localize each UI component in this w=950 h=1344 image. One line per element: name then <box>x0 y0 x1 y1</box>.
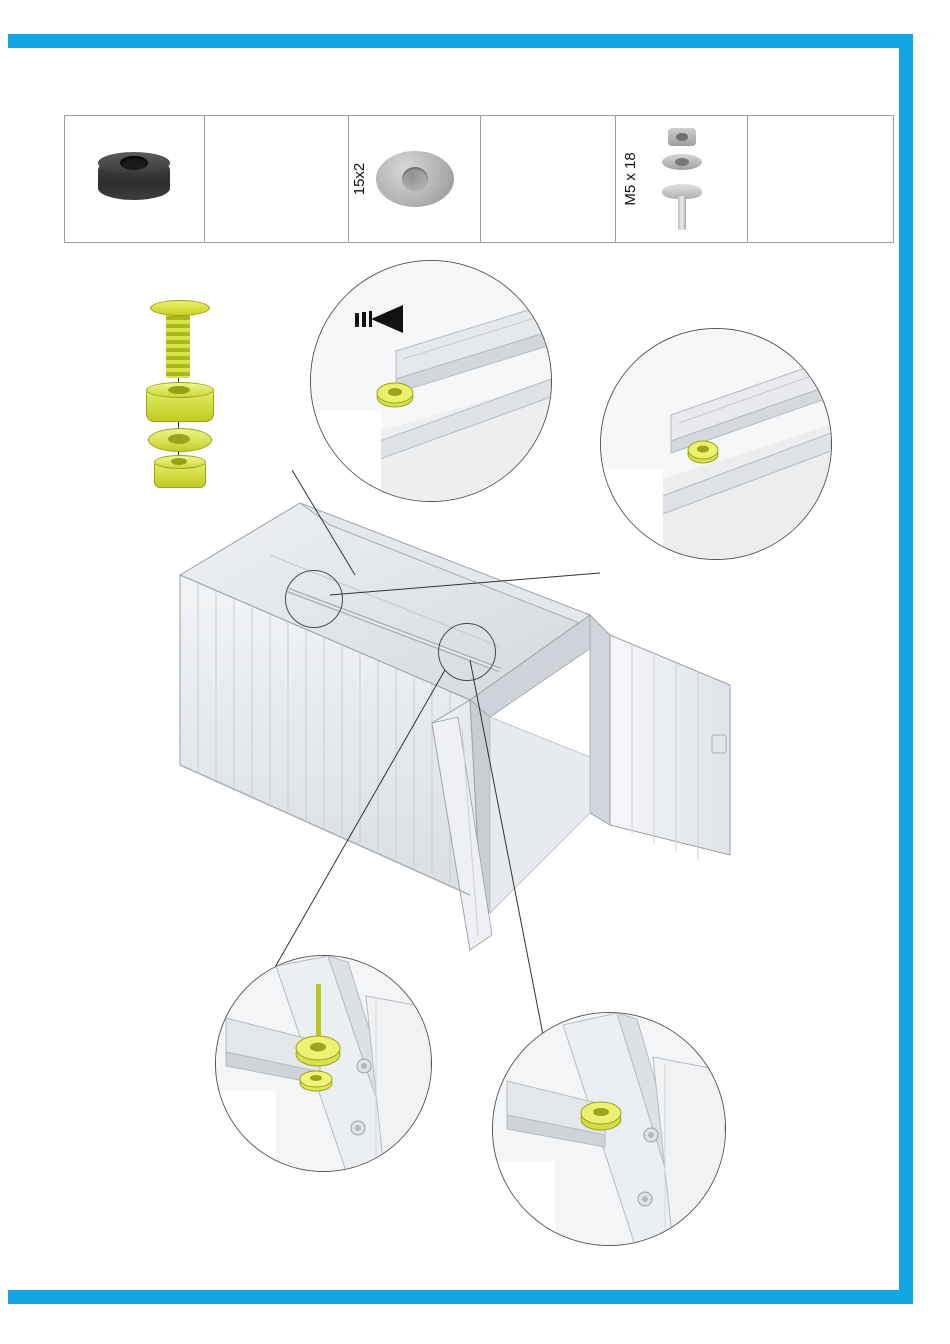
bolt-nut-washer-icon <box>654 128 710 230</box>
parts-table <box>64 115 894 243</box>
detail-1-mask <box>311 411 381 502</box>
page-frame-right <box>899 34 913 1304</box>
parts-cell-empty-2 <box>481 116 616 242</box>
parts-cell-bolt <box>616 116 749 242</box>
shed-isometric-view <box>170 495 790 975</box>
rubber-grommet-icon <box>98 152 170 206</box>
page-frame-top <box>8 34 913 48</box>
parts-qty-3: 15x2 <box>351 162 369 196</box>
parts-cell-washer <box>349 116 481 242</box>
shed-detail-marker-roof-left <box>285 570 343 628</box>
detail-2-mask <box>601 469 663 560</box>
detail-callout-2 <box>600 328 832 560</box>
screw-head <box>150 300 210 316</box>
shed-drawing <box>170 495 790 975</box>
detail-callout-1 <box>310 260 552 502</box>
page-frame-bottom <box>8 1290 913 1304</box>
detail-4-mask <box>493 1161 555 1246</box>
detail-3-mask <box>216 1091 276 1172</box>
flat-washer-icon <box>376 149 454 209</box>
parts-qty-5: M5 x 18 <box>621 152 639 206</box>
washer-hole <box>168 434 190 444</box>
nut-hole <box>171 458 187 465</box>
spacer-bush-hole <box>168 386 190 394</box>
page-left-margin <box>0 0 10 1344</box>
parts-cell-grommet <box>65 116 205 242</box>
parts-cell-empty-3 <box>748 116 893 242</box>
detail-callout-4 <box>492 1012 726 1246</box>
exploded-fastener-stack <box>130 300 230 500</box>
screw-thread <box>166 312 190 378</box>
detail-callout-3 <box>215 955 432 1172</box>
shed-detail-marker-roof-right <box>438 623 496 681</box>
parts-cell-empty-1 <box>205 116 350 242</box>
